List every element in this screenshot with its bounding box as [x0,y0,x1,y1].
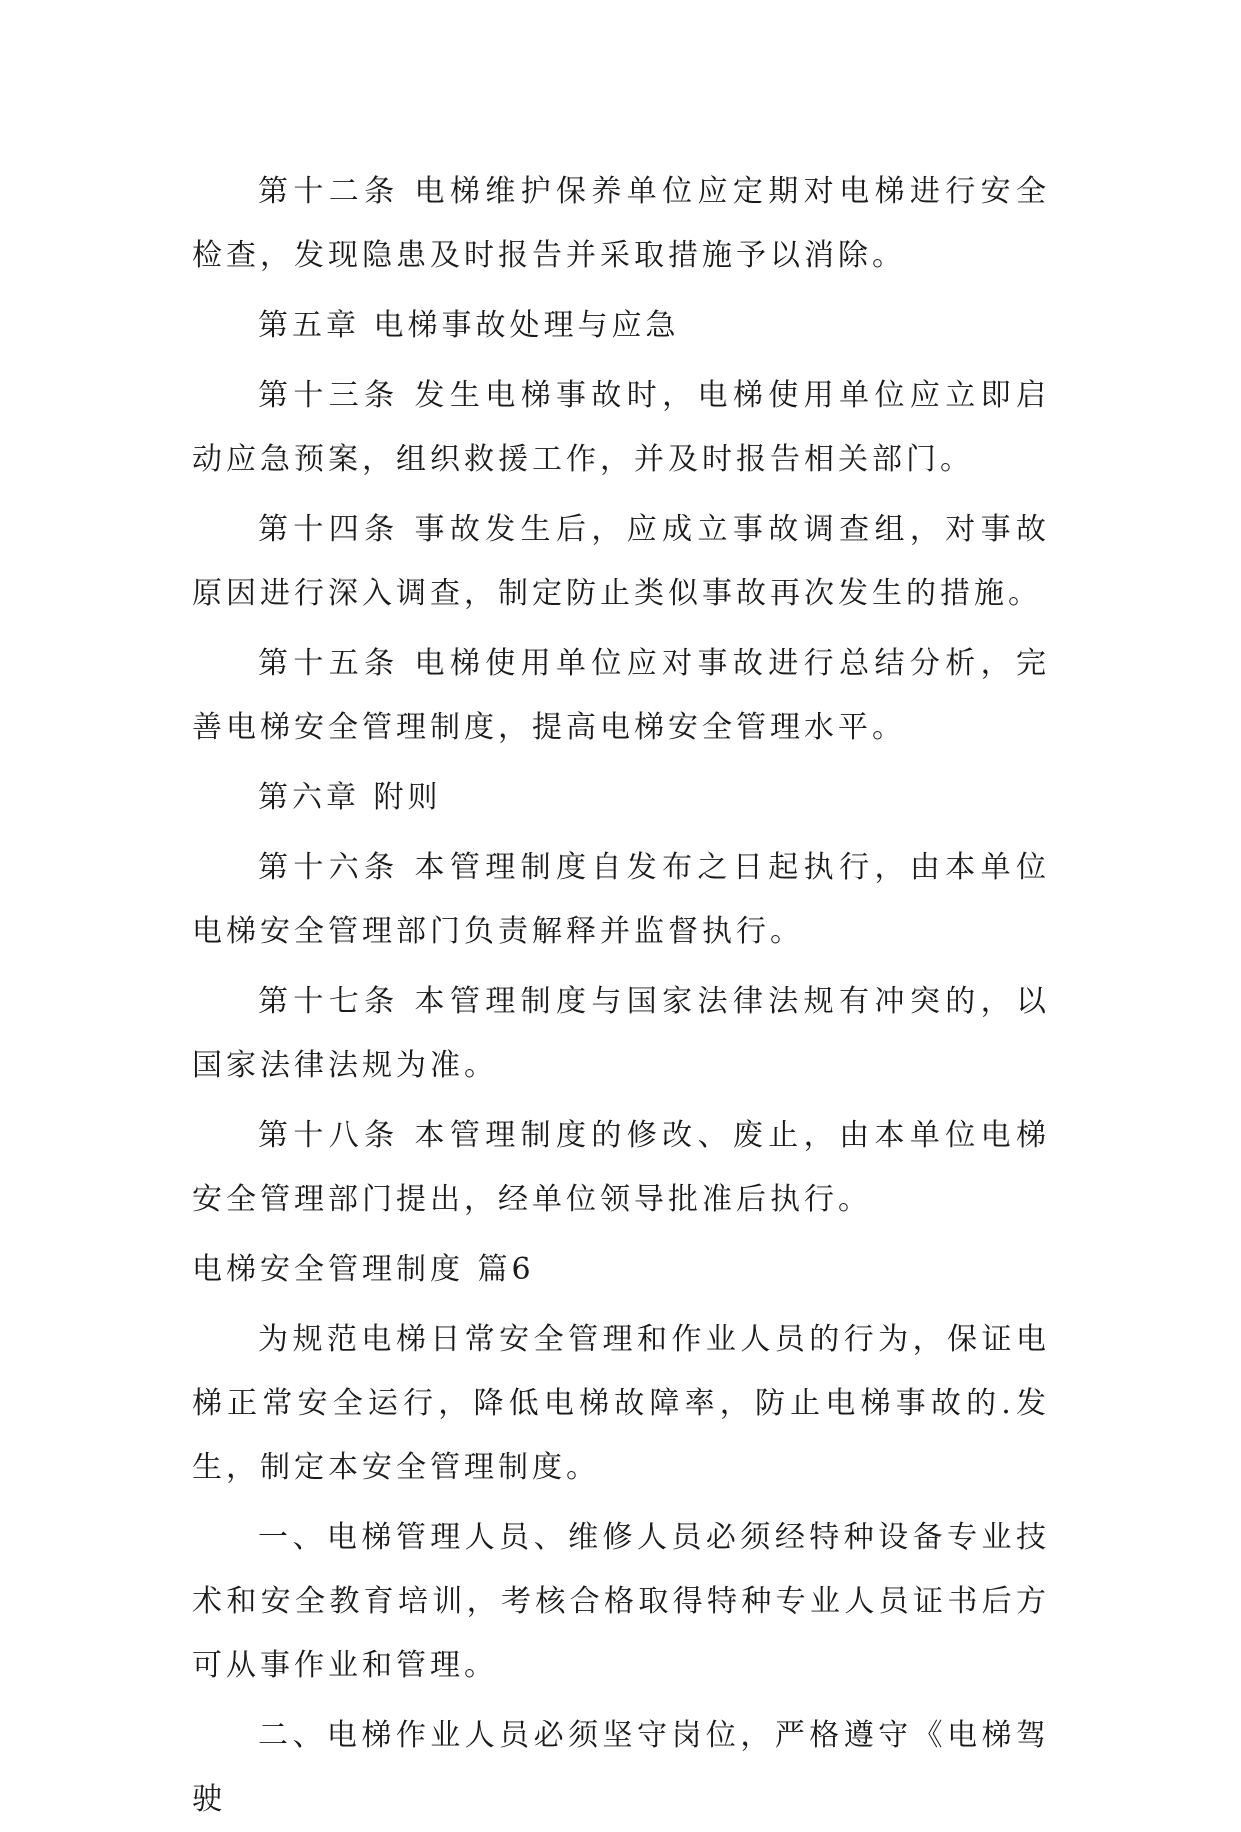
paragraph-article-17: 第十七条 本管理制度与国家法律法规有冲突的，以国家法律法规为准。 [192,984,1050,1083]
paragraph-article-13: 第十三条 发生电梯事故时，电梯使用单位应立即启动应急预案，组织救援工作，并及时报告相关部门。 [192,378,1050,477]
paragraph-article-12: 第十二条 电梯维护保养单位应定期对电梯进行安全检查，发现隐患及时报告并采取措施予以消除。 [192,174,1050,273]
paragraph-item-1: 一、电梯管理人员、维修人员必须经特种设备专业技术和安全教育培训，考核合格取得特种专业人员证书后方可从事作业和管理。 [192,1520,1050,1683]
document-body [192,160,1050,1832]
paragraph-article-14: 第十四条 事故发生后，应成立事故调查组，对事故原因进行深入调查，制定防止类似事故再次发生的措施。 [192,512,1050,611]
paragraph-article-15: 第十五条 电梯使用单位应对事故进行总结分析，完善电梯安全管理制度，提高电梯安全管理水平。 [192,646,1050,745]
paragraph-item-2: 二、电梯作业人员必须坚守岗位，严格遵守《电梯驾驶 [192,1718,1050,1817]
chapter-6-heading: 第六章 附则 [258,780,442,815]
paragraph-article-16: 第十六条 本管理制度自发布之日起执行，由本单位电梯安全管理部门负责解释并监督执行。 [192,850,1050,949]
section-title: 电梯安全管理制度 篇6 [192,1252,535,1287]
paragraph-intro: 为规范电梯日常安全管理和作业人员的行为，保证电梯正常安全运行，降低电梯故障率，防止电梯事故的.发生，制定本安全管理制度。 [192,1322,1050,1485]
chapter-5-heading: 第五章 电梯事故处理与应急 [258,308,680,343]
paragraph-article-18: 第十八条 本管理制度的修改、废止，由本单位电梯安全管理部门提出，经单位领导批准后执行。 [192,1118,1050,1217]
